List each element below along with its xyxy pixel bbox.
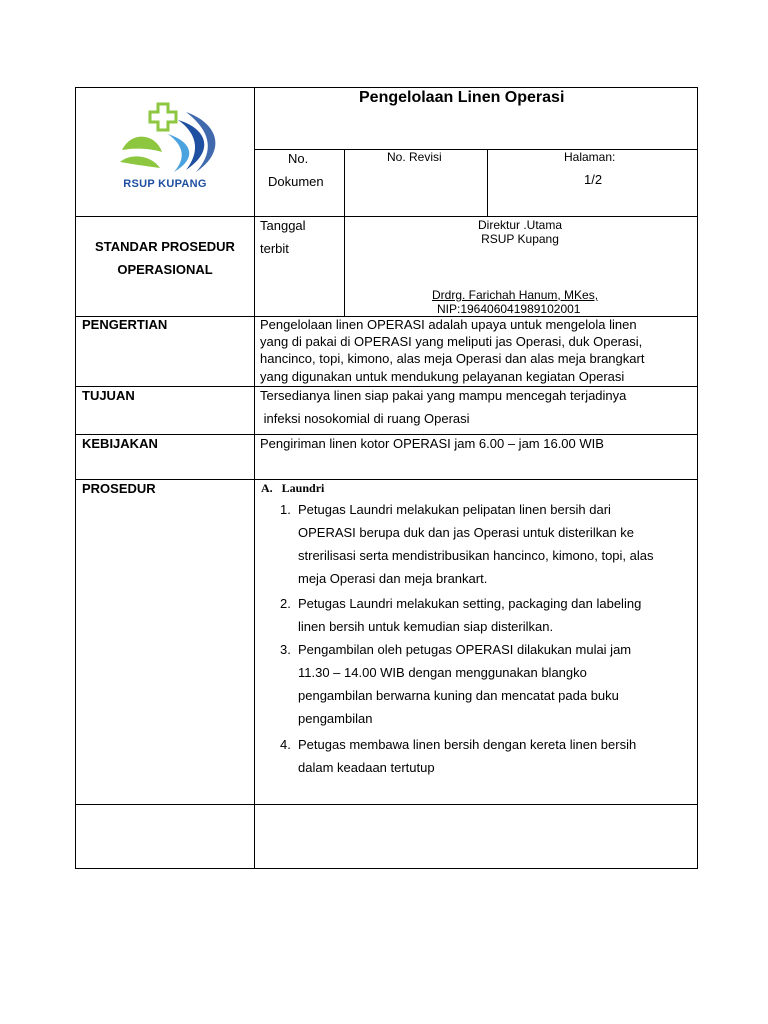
text-line: strerilisasi serta mendistribusikan hancinco, kimono, topi, alas	[298, 548, 654, 563]
sop-label: OPERASIONAL	[117, 262, 213, 277]
signer-name: Drdrg. Farichah Hanum, MKes,	[432, 288, 599, 302]
table-border-top	[75, 87, 698, 88]
table-border-left	[75, 87, 76, 869]
prosedur-label: PROSEDUR	[82, 481, 156, 496]
hospital-logo	[94, 90, 236, 200]
text-line: Petugas Laundri melakukan setting, packaging dan labeling	[298, 596, 642, 611]
halaman-value: 1/2	[584, 172, 603, 187]
text-line: dalam keadaan tertutup	[298, 760, 435, 775]
signer-nip: NIP:196406041989102001	[437, 302, 581, 316]
direktur-title: Direktur .Utama	[477, 218, 563, 232]
text-line: OPERASI berupa duk dan jas Operasi untuk disterilkan ke	[298, 525, 635, 540]
step-item	[280, 638, 692, 730]
kebijakan-label: KEBIJAKAN	[82, 436, 158, 451]
step-item	[280, 498, 692, 590]
text-line: infeksi nosokomial di ruang Operasi	[260, 411, 470, 426]
kebijakan-text: Pengiriman linen kotor OPERASI jam 6.00 – jam 16.00 WIB	[260, 436, 604, 451]
step-number: 3.	[280, 642, 291, 657]
no-dokumen-label: Dokumen	[268, 174, 324, 189]
text-line: pengambilan	[298, 711, 373, 726]
direktur-org: RSUP Kupang	[481, 232, 559, 246]
step-item	[280, 733, 692, 779]
row-divider	[75, 804, 698, 805]
no-dokumen-label: No.	[288, 151, 309, 166]
text-line: Petugas membawa linen bersih dengan kereta linen bersih	[298, 737, 637, 752]
tanggal-terbit-label: Tanggal	[260, 218, 306, 233]
tujuan-label: TUJUAN	[82, 388, 135, 403]
step-item	[280, 592, 692, 638]
text-line: pengambilan berwarna kuning dan mencatat pada buku	[298, 688, 619, 703]
no-revisi-label: No. Revisi	[387, 150, 442, 164]
step-number: 2.	[280, 596, 291, 611]
text-line: Pengambilan oleh petugas OPERASI dilakukan mulai jam	[298, 642, 632, 657]
text-line: yang digunakan untuk mendukung pelayanan kegiatan Operasi	[260, 369, 625, 384]
text-line: linen bersih untuk kemudian siap disterilkan.	[298, 619, 554, 634]
column-divider	[254, 87, 255, 869]
text-line: 11.30 – 14.00 WIB dengan menggunakan blangko	[298, 665, 587, 680]
step-number: 4.	[280, 737, 291, 752]
text-line: Petugas Laundri melakukan pelipatan linen bersih dari	[298, 502, 611, 517]
row-divider	[75, 216, 698, 217]
col-divider	[487, 149, 488, 217]
tanggal-terbit-label: terbit	[260, 241, 289, 256]
text-line: meja Operasi dan meja brankart.	[298, 571, 488, 586]
halaman-label: Halaman:	[564, 150, 616, 164]
step-number: 1.	[280, 502, 291, 517]
sop-label: STANDAR PROSEDUR	[95, 239, 235, 254]
row-divider	[75, 479, 698, 480]
text-line: hancinco, topi, kimono, alas meja Operasi dan alas meja brangkart	[260, 351, 645, 366]
pengertian-label: PENGERTIAN	[82, 317, 168, 332]
logo-text: RSUP KUPANG	[123, 178, 207, 190]
row-divider	[75, 386, 698, 387]
row-divider	[254, 149, 698, 150]
text-line: yang di pakai di OPERASI yang meliputi jas Operasi, duk Operasi,	[260, 334, 643, 349]
col-divider	[344, 149, 345, 317]
table-border-right	[697, 87, 698, 869]
table-border-bottom	[75, 868, 698, 869]
prosedur-subheading: A. Laundri	[261, 481, 325, 495]
text-line: Pengelolaan linen OPERASI adalah upaya untuk mengelola linen	[260, 317, 637, 332]
row-divider	[75, 434, 698, 435]
document-title: Pengelolaan Linen Operasi	[359, 89, 565, 106]
text-line: Tersedianya linen siap pakai yang mampu mencegah terjadinya	[260, 388, 627, 403]
